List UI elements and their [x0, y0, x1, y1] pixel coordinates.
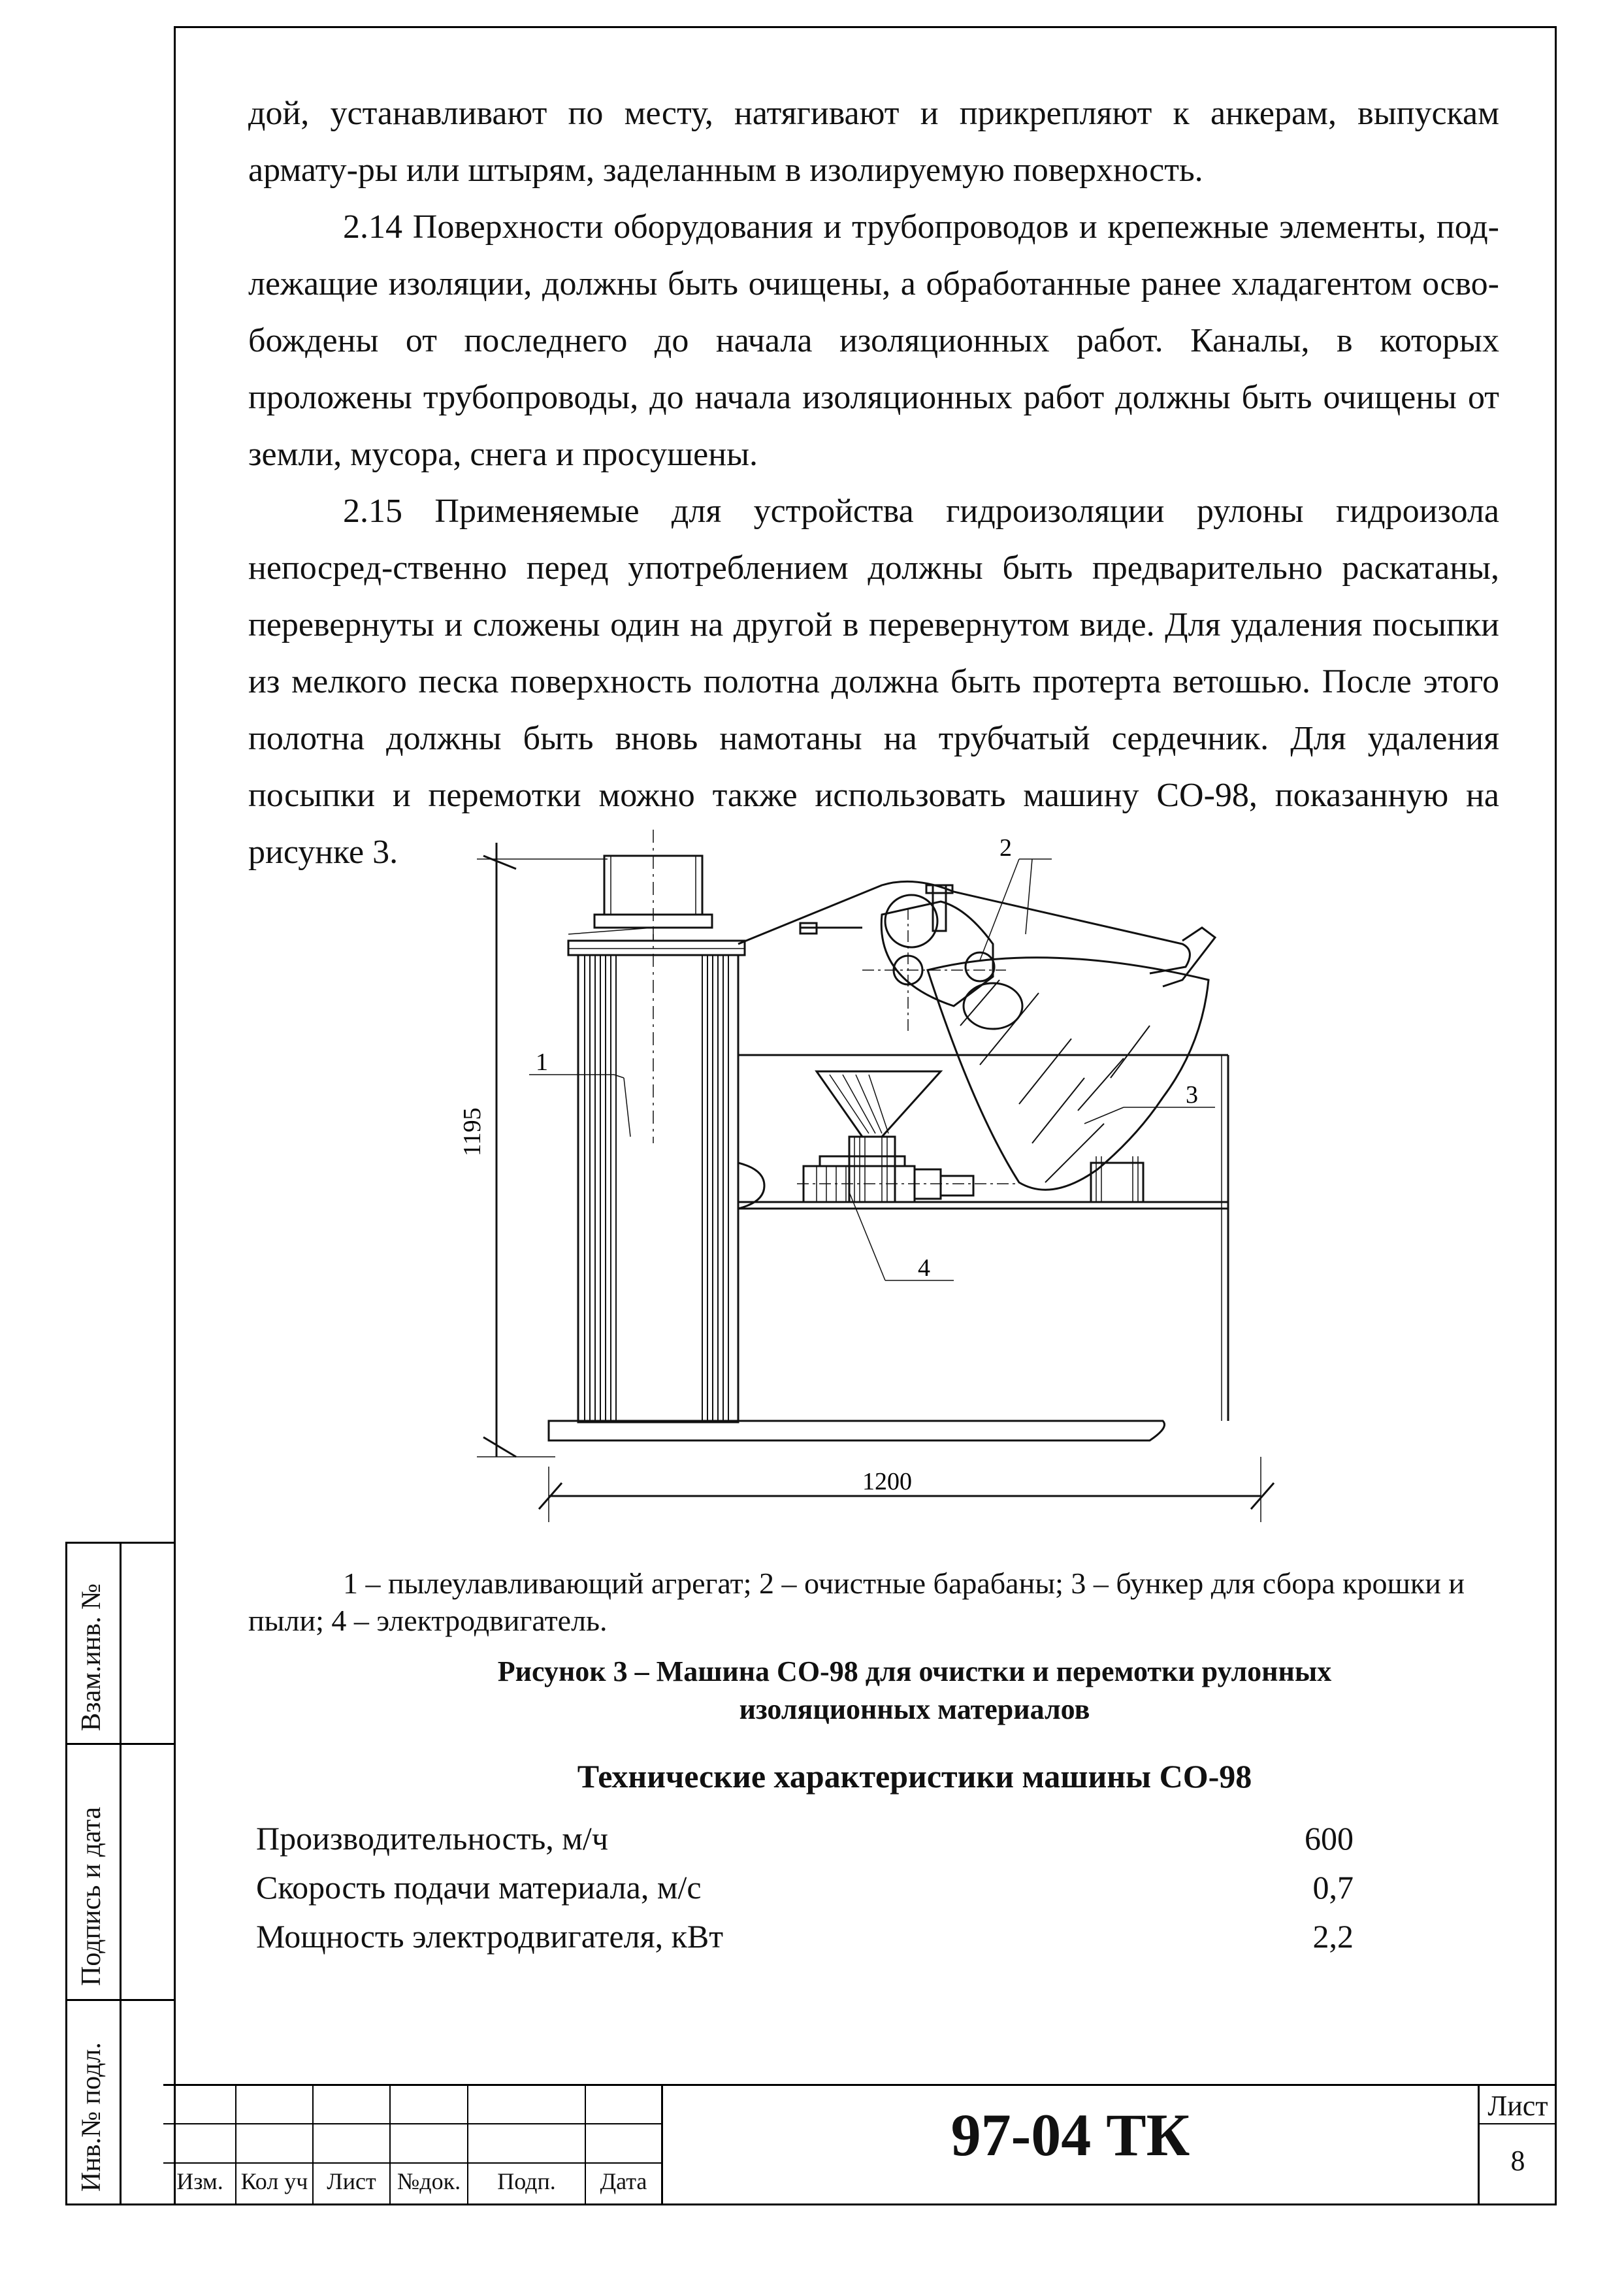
callout-4: 4 — [918, 1254, 930, 1282]
figure-legend — [248, 1565, 1499, 1639]
tb-header-data: Дата — [600, 2168, 647, 2194]
cleaning-drum-right — [966, 952, 994, 981]
spec-value: 2,2 — [1312, 1918, 1354, 1955]
sheet-number: 8 — [1510, 2145, 1525, 2177]
spec-row — [256, 1917, 1354, 1964]
stamp-vzam-label: Взам.инв. № — [76, 1583, 106, 1731]
body-text — [248, 85, 1499, 881]
figure-legend-line-1: 1 – пылеулавливающий агрегат; 2 – очистные барабаны; 3 – бункер для сбора крошки и — [343, 1567, 1465, 1600]
spec-value: 600 — [1305, 1820, 1354, 1857]
tb-top — [163, 2084, 1557, 2086]
figure-legend-line-2: пыли; 4 – электродвигатель. — [248, 1604, 608, 1637]
spec-value: 0,7 — [1312, 1869, 1354, 1906]
base-plate — [549, 1421, 1165, 1440]
frame-top — [174, 26, 1556, 28]
paragraph-2-14: 2.14 Поверхности оборудования и трубопроводов и крепежные элементы, под-лежащие изоляции, должны быть очищены, а обработанные ранее хладагентом осво-бождены от последнего до начала изоляционных работ. Каналы, в которых проложены трубопроводы, до начала изоляционных работ должны быть очищены от земли, мусора, снега и просушены. — [248, 208, 1499, 473]
tb-header-list: Лист — [327, 2168, 376, 2194]
stamp-left — [65, 1542, 67, 2205]
stamp-top — [65, 1542, 175, 1544]
stamp-div2 — [65, 1999, 175, 2001]
callout-2: 2 — [999, 834, 1012, 862]
figure-title-line-1: Рисунок 3 – Машина СО-98 для очистки и перемотки рулонных — [497, 1655, 1332, 1687]
stamp-inv-label: Инв.№ подл. — [76, 2042, 106, 2192]
paragraph-2-15: 2.15 Применяемые для устройства гидроизоляции рулоны гидроизола непосред-ственно перед употреблением должны быть предварительно раскатаны, перевернуты и сложены один на другой в перевернутом виде. Для удаления посыпки из мелкого песка поверхность полотна должна быть протерта ветошью. После этого полотна должны быть вновь намотаны на трубчатый сердечник. Для удаления посыпки и перемотки можно также использовать машину СО-98, показанную на рисунке 3. — [248, 493, 1499, 871]
frame-left — [174, 26, 176, 2205]
spec-row — [256, 1819, 1354, 1866]
spec-label: Скорость подачи материала, м/с — [256, 1869, 702, 1906]
tb-header-kol: Кол уч — [240, 2168, 308, 2194]
tb-row2 — [163, 2162, 661, 2164]
frame-right — [1555, 26, 1557, 2205]
tb-header-izm: Изм. — [176, 2168, 223, 2194]
cleaning-drum-upper — [885, 895, 937, 947]
tb-row1 — [163, 2123, 661, 2124]
dim-width-text: 1200 — [862, 1468, 912, 1495]
dim-height-text: 1195 — [459, 1107, 486, 1156]
tb-header-ndok: №док. — [397, 2168, 461, 2194]
sheet-label: Лист — [1487, 2090, 1548, 2122]
machine-drawing — [457, 830, 1307, 1568]
stamp-div1 — [65, 1743, 175, 1745]
tb-sheet-div — [1478, 2123, 1557, 2124]
spec-row — [256, 1868, 1354, 1915]
paragraph-continuation: дой, устанавливают по месту, натягивают и прикрепляют к анкерам, выпускам армату-ры или штырям, заделанным в изолируемую поверхность. — [248, 95, 1499, 189]
spec-label: Мощность электродвигателя, кВт — [256, 1918, 724, 1955]
dust-collector-column — [578, 955, 738, 1422]
stamp-inner — [120, 1542, 122, 2205]
stamp-podpis-label: Подпись и дата — [76, 1806, 106, 1986]
spec-label: Производительность, м/ч — [256, 1820, 608, 1857]
figure-title — [366, 1653, 1463, 1729]
specs-title: Технические характеристики машины СО-98 — [577, 1758, 1252, 1795]
callout-1: 1 — [536, 1049, 548, 1076]
callout-3: 3 — [1186, 1081, 1198, 1109]
frame-bottom — [65, 2204, 1557, 2205]
document-code: 97-04 ТК — [950, 2102, 1190, 2168]
figure-title-line-2: изоляционных материалов — [739, 1693, 1090, 1725]
tb-header-podp: Подп. — [497, 2168, 556, 2194]
